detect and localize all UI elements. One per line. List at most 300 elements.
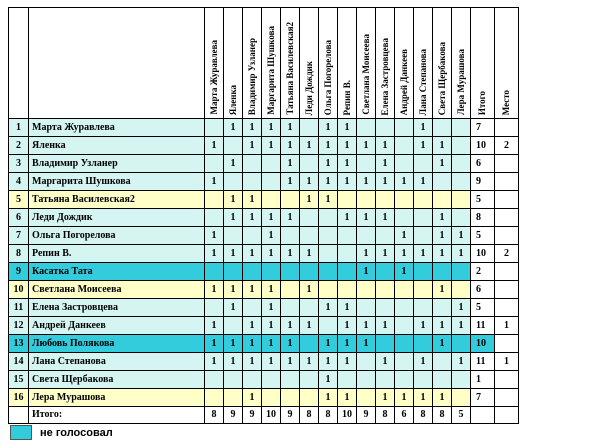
voter-header [357,8,376,119]
vote-cell: 1 [205,173,224,191]
participant-name: Маргарита Шушкова [29,173,205,191]
row-total: 5 [471,227,495,245]
vote-cell: 1 [338,353,357,371]
vote-cell: 1 [376,137,395,155]
vote-cell: 1 [452,299,471,317]
vote-cell: 1 [414,119,433,137]
row-number: 16 [9,389,29,407]
vote-cell [395,353,414,371]
voter-header-label: Андрей Данкеев [398,48,409,115]
vote-cell [243,299,262,317]
vote-cell [319,209,338,227]
vote-cell [262,191,281,209]
participant-name: Лера Мурашова [29,389,205,407]
vote-cell [205,299,224,317]
vote-cell: 1 [414,317,433,335]
vote-cell [262,173,281,191]
vote-cell: 1 [452,245,471,263]
vote-cell [357,389,376,407]
vote-cell: 1 [262,245,281,263]
vote-cell: 1 [357,173,376,191]
row-total: 6 [471,155,495,173]
vote-cell: 1 [319,173,338,191]
vote-cell: 1 [338,137,357,155]
vote-cell: 1 [357,335,376,353]
vote-cell: 1 [338,173,357,191]
vote-cell: 1 [281,137,300,155]
vote-cell [414,227,433,245]
vote-cell: 1 [281,245,300,263]
vote-cell [205,371,224,389]
vote-cell: 1 [357,317,376,335]
vote-cell: 1 [281,155,300,173]
vote-cell [414,155,433,173]
row-place [495,173,519,191]
vote-cell: 1 [300,353,319,371]
voter-header [319,8,338,119]
vote-cell: 1 [433,227,452,245]
participant-row [9,371,519,389]
vote-cell: 1 [376,245,395,263]
vote-cell: 1 [338,155,357,173]
row-place: 2 [495,245,519,263]
vote-cell: 1 [319,389,338,407]
vote-cell: 1 [376,173,395,191]
vote-cell [262,371,281,389]
vote-cell [452,155,471,173]
totals-row [9,407,519,424]
vote-cell: 1 [205,353,224,371]
voter-header [376,8,395,119]
vote-cell: 1 [281,119,300,137]
vote-cell: 1 [243,209,262,227]
vote-cell: 1 [433,281,452,299]
voter-header [395,8,414,119]
row-place [495,263,519,281]
vote-cell: 1 [205,137,224,155]
vote-cell: 1 [205,335,224,353]
row-number: 11 [9,299,29,317]
vote-cell: 1 [262,335,281,353]
vote-cell [205,209,224,227]
vote-cell [357,155,376,173]
vote-cell: 1 [243,389,262,407]
vote-cell [414,371,433,389]
vote-cell: 1 [262,137,281,155]
vote-cell: 1 [224,335,243,353]
vote-cell [205,263,224,281]
legend-label: не голосовал [40,426,113,439]
participant-name: Касатка Тата [29,263,205,281]
column-total: 9 [224,407,243,424]
vote-cell [243,155,262,173]
vote-cell: 1 [376,317,395,335]
vote-cell: 1 [338,299,357,317]
vote-cell: 1 [338,389,357,407]
vote-cell [452,119,471,137]
voter-header [224,8,243,119]
vote-cell: 1 [376,155,395,173]
vote-cell [433,299,452,317]
participant-row [9,299,519,317]
vote-cell: 1 [357,137,376,155]
vote-cell: 1 [452,353,471,371]
vote-cell: 1 [262,299,281,317]
row-total: 10 [471,245,495,263]
vote-cell [243,173,262,191]
totals-blank [9,407,29,424]
row-place [495,371,519,389]
row-total: 5 [471,191,495,209]
vote-cell: 1 [338,119,357,137]
row-total: 11 [471,353,495,371]
vote-cell: 1 [338,317,357,335]
vote-cell [376,299,395,317]
vote-cell [300,335,319,353]
vote-cell [395,155,414,173]
voter-header [281,8,300,119]
vote-cell: 1 [433,155,452,173]
vote-cell: 1 [262,281,281,299]
vote-cell: 1 [224,191,243,209]
row-total: 7 [471,119,495,137]
row-number: 14 [9,353,29,371]
vote-cell [224,317,243,335]
vote-cell [433,173,452,191]
participant-row [9,245,519,263]
vote-cell [452,389,471,407]
vote-cell [205,119,224,137]
vote-cell: 1 [452,227,471,245]
vote-cell: 1 [243,119,262,137]
vote-cell [433,119,452,137]
vote-cell: 1 [357,209,376,227]
vote-cell: 1 [433,335,452,353]
voter-header-label: Маргарита Шушкова [265,26,276,115]
vote-cell [452,263,471,281]
vote-cell: 1 [243,317,262,335]
vote-cell [338,281,357,299]
vote-cell: 1 [224,245,243,263]
voter-header-label: Света Щербакова [436,41,447,115]
voter-header [414,8,433,119]
row-place [495,389,519,407]
vote-cell: 1 [205,245,224,263]
participant-row [9,353,519,371]
vote-cell [300,227,319,245]
vote-cell [395,317,414,335]
vote-cell [205,155,224,173]
column-total: 5 [452,407,471,424]
row-total: 10 [471,335,495,353]
vote-cell: 1 [433,245,452,263]
vote-cell: 1 [414,353,433,371]
vote-cell [281,371,300,389]
vote-cell [376,335,395,353]
vote-cell [376,119,395,137]
vote-cell: 1 [414,245,433,263]
vote-cell [300,371,319,389]
vote-cell [319,245,338,263]
row-number: 7 [9,227,29,245]
vote-cell: 1 [357,245,376,263]
vote-cell: 1 [395,263,414,281]
totals-blank [471,407,495,424]
vote-cell [281,263,300,281]
vote-cell: 1 [433,317,452,335]
vote-cell: 1 [433,389,452,407]
voter-header [338,8,357,119]
participant-row [9,317,519,335]
row-total: 6 [471,281,495,299]
participant-name: Леди Дождик [29,209,205,227]
row-number: 5 [9,191,29,209]
row-total: 8 [471,209,495,227]
vote-cell [205,389,224,407]
vote-cell [452,191,471,209]
vote-cell [319,263,338,281]
vote-cell [338,227,357,245]
column-total: 8 [205,407,224,424]
vote-cell [338,245,357,263]
vote-cell [338,191,357,209]
participant-name: Репин В. [29,245,205,263]
total-header-label: Итого [477,90,487,115]
row-total: 7 [471,389,495,407]
column-total: 9 [357,407,376,424]
vote-cell [433,191,452,209]
vote-cell [357,353,376,371]
vote-cell: 1 [433,209,452,227]
vote-cell: 1 [414,389,433,407]
vote-cell [281,227,300,245]
participant-row [9,281,519,299]
vote-cell [224,389,243,407]
voter-header-label: Елена Застровцева [379,37,390,115]
row-place [495,299,519,317]
vote-cell: 1 [205,317,224,335]
vote-cell: 1 [395,245,414,263]
vote-cell: 1 [224,209,243,227]
row-number: 6 [9,209,29,227]
vote-cell: 1 [319,299,338,317]
vote-cell [357,281,376,299]
vote-cell [262,263,281,281]
vote-cell [433,371,452,389]
vote-cell [338,263,357,281]
vote-cell: 1 [376,389,395,407]
vote-cell: 1 [224,155,243,173]
vote-cell [452,137,471,155]
vote-cell: 1 [300,191,319,209]
vote-cell [433,353,452,371]
row-place [495,119,519,137]
vote-cell [357,227,376,245]
vote-cell [414,281,433,299]
vote-cell [338,371,357,389]
vote-cell [452,173,471,191]
vote-cell [376,191,395,209]
vote-cell [433,263,452,281]
column-total: 9 [281,407,300,424]
place-header-label: Место [501,89,511,115]
voter-header-label: Владимир Узланер [246,37,257,115]
vote-cell: 1 [262,353,281,371]
voter-header-label: Яленка [227,84,238,115]
vote-cell [205,191,224,209]
vote-cell: 1 [452,317,471,335]
participant-name: Яленка [29,137,205,155]
place-header [495,8,519,119]
column-total: 9 [243,407,262,424]
vote-cell [414,299,433,317]
voter-header-label: Марта Журавлева [208,40,219,115]
vote-cell: 1 [224,281,243,299]
row-number: 13 [9,335,29,353]
participant-name: Марта Журавлева [29,119,205,137]
vote-cell: 1 [205,227,224,245]
vote-cell: 1 [262,227,281,245]
row-place [495,209,519,227]
vote-cell: 1 [224,299,243,317]
vote-cell: 1 [243,281,262,299]
vote-cell [376,263,395,281]
participant-name: Татьяна Василевская2 [29,191,205,209]
vote-cell: 1 [338,209,357,227]
row-place [495,155,519,173]
participant-name: Лана Степанова [29,353,205,371]
vote-cell [319,281,338,299]
vote-cell [395,137,414,155]
row-place [495,191,519,209]
voter-header-label: Татьяна Василевская2 [284,22,295,115]
vote-cell: 1 [243,245,262,263]
vote-cell [395,209,414,227]
vote-cell: 1 [319,371,338,389]
legend-swatch [10,425,32,440]
voting-table [8,7,519,424]
vote-cell [414,263,433,281]
column-total: 10 [262,407,281,424]
voter-header [262,8,281,119]
vote-cell: 1 [281,317,300,335]
row-number: 2 [9,137,29,155]
voter-header [433,8,452,119]
vote-cell: 1 [376,353,395,371]
vote-cell: 1 [262,317,281,335]
header-row [9,8,519,119]
voter-header [452,8,471,119]
vote-cell: 1 [224,119,243,137]
row-number: 3 [9,155,29,173]
voter-header [243,8,262,119]
vote-cell [281,191,300,209]
row-place: 1 [495,317,519,335]
vote-cell [357,119,376,137]
participant-name: Андрей Данкеев [29,317,205,335]
vote-cell [452,281,471,299]
vote-cell [224,173,243,191]
voter-header [300,8,319,119]
participant-name: Любовь Полякова [29,335,205,353]
vote-cell [300,119,319,137]
vote-cell: 1 [433,137,452,155]
row-number: 15 [9,371,29,389]
column-total: 8 [319,407,338,424]
row-number: 4 [9,173,29,191]
column-total: 8 [376,407,395,424]
column-total: 6 [395,407,414,424]
vote-cell: 1 [300,137,319,155]
vote-cell [395,281,414,299]
voter-header-label: Репин В. [341,79,352,115]
vote-cell: 1 [281,353,300,371]
vote-cell: 1 [281,209,300,227]
vote-cell [452,371,471,389]
vote-cell: 1 [357,263,376,281]
vote-cell [262,155,281,173]
vote-cell [357,371,376,389]
vote-cell [224,371,243,389]
voter-header-label: Леди Дождик [303,60,314,115]
vote-cell: 1 [338,335,357,353]
vote-cell [300,263,319,281]
totals-label: Итого: [29,407,205,424]
vote-cell [243,227,262,245]
row-number: 8 [9,245,29,263]
vote-cell: 1 [262,209,281,227]
voter-header-label: Лана Степанова [417,48,428,115]
row-number: 10 [9,281,29,299]
vote-cell: 1 [243,191,262,209]
vote-cell [395,119,414,137]
row-place: 2 [495,137,519,155]
row-place: 1 [495,353,519,371]
vote-cell [414,335,433,353]
row-total: 5 [471,299,495,317]
vote-cell: 1 [243,335,262,353]
vote-cell: 1 [205,281,224,299]
legend [10,425,113,440]
vote-cell [281,389,300,407]
vote-cell [300,209,319,227]
voter-header-label: Лера Мурашова [455,48,466,115]
corner-cell [29,8,205,119]
participant-row [9,155,519,173]
participant-row [9,137,519,155]
vote-cell: 1 [319,119,338,137]
vote-cell: 1 [319,155,338,173]
row-total: 11 [471,317,495,335]
vote-cell [319,317,338,335]
vote-cell [262,389,281,407]
vote-cell [300,299,319,317]
participant-row [9,389,519,407]
vote-cell: 1 [243,137,262,155]
vote-cell [224,137,243,155]
vote-cell: 1 [319,335,338,353]
column-total: 8 [300,407,319,424]
participant-name: Владимир Узланер [29,155,205,173]
row-place [495,227,519,245]
voter-header [205,8,224,119]
vote-cell [319,227,338,245]
row-total: 10 [471,137,495,155]
vote-cell: 1 [319,353,338,371]
vote-cell [395,191,414,209]
corner-cell [9,8,29,119]
participant-name: Елена Застровцева [29,299,205,317]
